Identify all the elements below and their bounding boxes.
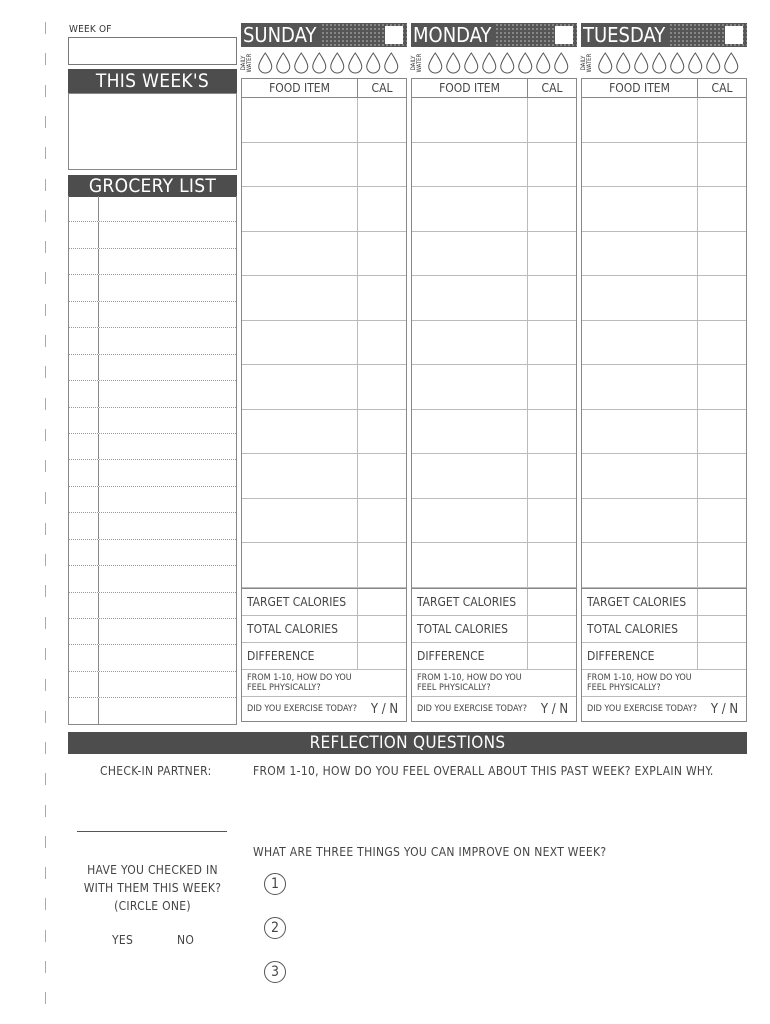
cal-cell[interactable] (698, 321, 746, 365)
food-log-header (582, 79, 746, 98)
margin-tick (45, 648, 46, 660)
grocery-row[interactable] (69, 672, 236, 698)
food-item-cell[interactable] (242, 187, 358, 231)
food-item-cell[interactable] (412, 232, 528, 276)
food-row[interactable] (412, 232, 576, 277)
cal-cell[interactable] (698, 187, 746, 231)
reflection-title: REFLECTION QUESTIONS (68, 732, 747, 754)
grocery-check-cell[interactable] (69, 593, 99, 618)
grocery-row[interactable] (69, 302, 236, 328)
food-item-cell[interactable] (242, 365, 358, 409)
food-item-header: FOOD ITEM (412, 79, 528, 97)
water-drop-icon[interactable] (445, 52, 462, 78)
food-item-cell[interactable] (582, 232, 698, 276)
day-checkbox[interactable] (555, 26, 573, 44)
margin-tick (45, 398, 46, 410)
food-row[interactable] (412, 410, 576, 455)
food-item-cell[interactable] (412, 499, 528, 543)
cal-cell[interactable] (528, 321, 576, 365)
grocery-row[interactable] (69, 487, 236, 513)
water-drop-icon[interactable] (499, 52, 516, 78)
total-calories-value[interactable] (528, 616, 576, 642)
food-item-cell[interactable] (582, 321, 698, 365)
difference-label: DIFFERENCE (412, 643, 528, 669)
grocery-check-cell[interactable] (69, 302, 99, 327)
water-drop-icon[interactable] (275, 52, 292, 78)
food-item-cell[interactable] (242, 98, 358, 142)
water-drop-icon[interactable] (311, 52, 328, 78)
total-calories-label: TOTAL CALORIES (582, 616, 698, 642)
focus-field[interactable] (68, 93, 237, 170)
grocery-row[interactable] (69, 593, 236, 619)
food-item-cell[interactable] (242, 410, 358, 454)
feel-physically-row[interactable] (582, 669, 746, 696)
exercise-label: DID YOU EXERCISE TODAY? (417, 703, 528, 714)
margin-tick (45, 773, 46, 785)
food-row[interactable] (412, 98, 576, 143)
water-drop-icon[interactable] (651, 52, 668, 78)
cal-cell[interactable] (358, 187, 406, 231)
difference-value[interactable] (528, 643, 576, 669)
day-column (411, 23, 577, 722)
food-log (241, 78, 407, 722)
water-drop-icon[interactable] (553, 52, 570, 78)
grocery-check-cell[interactable] (69, 196, 99, 221)
water-drop-icon[interactable] (347, 52, 364, 78)
grocery-row[interactable] (69, 275, 236, 301)
food-item-cell[interactable] (412, 454, 528, 498)
food-log (581, 78, 747, 722)
target-calories-row[interactable] (412, 588, 576, 615)
margin-tick (45, 523, 46, 535)
grocery-row[interactable] (69, 408, 236, 434)
water-drop-icon[interactable] (597, 52, 614, 78)
checked-line-1: HAVE YOU CHECKED IN (87, 863, 218, 877)
food-item-cell[interactable] (242, 454, 358, 498)
food-row[interactable] (242, 276, 406, 321)
margin-tick (45, 366, 46, 378)
food-item-cell[interactable] (582, 543, 698, 587)
grocery-check-cell[interactable] (69, 698, 99, 724)
water-drop-icon[interactable] (383, 52, 400, 78)
total-calories-row[interactable] (242, 615, 406, 642)
food-row[interactable] (242, 454, 406, 499)
margin-tick (45, 85, 46, 97)
water-drop-icon[interactable] (615, 52, 632, 78)
exercise-row[interactable] (582, 696, 746, 721)
day-header (581, 23, 747, 47)
improve-number-2: 2 (264, 917, 286, 939)
exercise-yes-no[interactable]: Y / N (370, 701, 399, 717)
food-row[interactable] (582, 187, 746, 232)
total-calories-label: TOTAL CALORIES (412, 616, 528, 642)
food-row[interactable] (582, 410, 746, 455)
feel-line-1: FROM 1-10, HOW DO YOU (417, 672, 522, 683)
cal-cell[interactable] (358, 365, 406, 409)
food-item-cell[interactable] (582, 98, 698, 142)
grocery-row[interactable] (69, 355, 236, 381)
food-row[interactable] (412, 187, 576, 232)
food-item-cell[interactable] (412, 410, 528, 454)
food-log-header (412, 79, 576, 98)
cal-cell[interactable] (528, 232, 576, 276)
daily-water (411, 47, 577, 78)
food-item-cell[interactable] (582, 276, 698, 320)
cal-cell[interactable] (528, 187, 576, 231)
food-item-cell[interactable] (412, 276, 528, 320)
margin-tick (45, 179, 46, 191)
yes-option[interactable]: YES (112, 933, 134, 947)
grocery-check-cell[interactable] (69, 434, 99, 459)
cal-cell[interactable] (698, 98, 746, 142)
food-row[interactable] (412, 276, 576, 321)
day-header (241, 23, 407, 47)
food-item-cell[interactable] (412, 143, 528, 187)
grocery-check-cell[interactable] (69, 328, 99, 353)
grocery-row[interactable] (69, 381, 236, 407)
food-row[interactable] (412, 321, 576, 366)
food-item-cell[interactable] (412, 365, 528, 409)
exercise-label: DID YOU EXERCISE TODAY? (247, 703, 358, 714)
partner-line[interactable] (77, 831, 227, 832)
food-item-cell[interactable] (242, 276, 358, 320)
food-row[interactable] (412, 454, 576, 499)
cal-cell[interactable] (528, 454, 576, 498)
grocery-row[interactable] (69, 645, 236, 671)
cal-cell[interactable] (358, 321, 406, 365)
checked-line-2: WITH THEM THIS WEEK? (83, 881, 222, 895)
target-calories-row[interactable] (242, 588, 406, 615)
grocery-check-cell[interactable] (69, 222, 99, 247)
total-calories-row[interactable] (412, 615, 576, 642)
grocery-check-cell[interactable] (69, 672, 99, 697)
exercise-yes-no[interactable]: Y / N (540, 701, 569, 717)
grocery-row[interactable] (69, 328, 236, 354)
cal-cell[interactable] (698, 499, 746, 543)
cal-header: CAL (371, 81, 393, 95)
food-item-cell[interactable] (412, 98, 528, 142)
water-drop-icon[interactable] (329, 52, 346, 78)
water-drop-icon[interactable] (293, 52, 310, 78)
grocery-check-cell[interactable] (69, 460, 99, 485)
improve-number-1: 1 (264, 873, 286, 895)
grocery-row[interactable] (69, 196, 236, 222)
food-item-cell[interactable] (412, 187, 528, 231)
grocery-row[interactable] (69, 698, 236, 724)
margin-tick (45, 930, 46, 942)
grocery-check-cell[interactable] (69, 540, 99, 565)
feel-line-1: FROM 1-10, HOW DO YOU (247, 672, 352, 683)
food-item-cell[interactable] (582, 410, 698, 454)
margin-tick (45, 992, 46, 1004)
grocery-check-cell[interactable] (69, 275, 99, 300)
margin-tick (45, 429, 46, 441)
water-drop-icon[interactable] (365, 52, 382, 78)
margin-tick (45, 805, 46, 817)
food-item-cell[interactable] (242, 143, 358, 187)
water-drop-icon[interactable] (669, 52, 686, 78)
food-row[interactable] (582, 543, 746, 588)
focus-title: THIS WEEK'S (68, 69, 237, 93)
day-checkbox[interactable] (385, 26, 403, 44)
margin-tick (45, 304, 46, 316)
cal-cell[interactable] (528, 276, 576, 320)
day-column (581, 23, 747, 722)
water-drop-icon[interactable] (633, 52, 650, 78)
day-column (241, 23, 407, 722)
food-item-header: FOOD ITEM (582, 79, 698, 97)
food-row[interactable] (242, 499, 406, 544)
food-item-cell[interactable] (412, 321, 528, 365)
cal-cell[interactable] (358, 232, 406, 276)
target-calories-value[interactable] (698, 589, 746, 615)
feel-line-2: FEEL PHYSICALLY? (247, 682, 321, 693)
water-drop-icon[interactable] (427, 52, 444, 78)
grocery-check-cell[interactable] (69, 619, 99, 644)
difference-value[interactable] (698, 643, 746, 669)
cal-cell[interactable] (528, 543, 576, 587)
grocery-check-cell[interactable] (69, 487, 99, 512)
food-row[interactable] (242, 232, 406, 277)
grocery-row[interactable] (69, 619, 236, 645)
water-label: DAILY WATER (410, 53, 423, 73)
exercise-yes-no[interactable]: Y / N (710, 701, 739, 717)
food-row[interactable] (412, 543, 576, 588)
food-item-cell[interactable] (242, 543, 358, 587)
water-drop-icon[interactable] (481, 52, 498, 78)
margin-tick (45, 836, 46, 848)
grocery-check-cell[interactable] (69, 355, 99, 380)
cal-cell[interactable] (358, 410, 406, 454)
food-row[interactable] (582, 365, 746, 410)
checked-line-3: (CIRCLE ONE) (114, 899, 191, 913)
water-drop-icon[interactable] (463, 52, 480, 78)
cal-cell[interactable] (698, 365, 746, 409)
partner-label: CHECK-IN PARTNER: (100, 764, 212, 778)
day-name: MONDAY (411, 23, 495, 47)
food-row[interactable] (412, 365, 576, 410)
margin-tick (45, 460, 46, 472)
food-row[interactable] (242, 98, 406, 143)
food-row[interactable] (582, 276, 746, 321)
grocery-check-cell[interactable] (69, 408, 99, 433)
cal-cell[interactable] (358, 454, 406, 498)
food-item-cell[interactable] (242, 321, 358, 365)
margin-tick (45, 210, 46, 222)
water-drops (257, 52, 400, 78)
target-calories-label: TARGET CALORIES (582, 589, 698, 615)
cal-cell[interactable] (358, 143, 406, 187)
water-drop-icon[interactable] (535, 52, 552, 78)
cal-header: CAL (711, 81, 733, 95)
total-calories-row[interactable] (582, 615, 746, 642)
margin-tick (45, 585, 46, 597)
food-item-cell[interactable] (242, 232, 358, 276)
grocery-list (68, 196, 237, 725)
checked-in-question (76, 861, 229, 915)
difference-label: DIFFERENCE (242, 643, 358, 669)
food-item-cell[interactable] (582, 187, 698, 231)
total-calories-value[interactable] (358, 616, 406, 642)
target-calories-label: TARGET CALORIES (242, 589, 358, 615)
feel-physically-row[interactable] (412, 669, 576, 696)
margin-tick (45, 867, 46, 879)
cal-cell[interactable] (698, 276, 746, 320)
food-item-cell[interactable] (582, 365, 698, 409)
margin-tick (45, 898, 46, 910)
water-drops (597, 52, 740, 78)
day-name: SUNDAY (241, 23, 320, 47)
food-item-cell[interactable] (582, 143, 698, 187)
grocery-check-cell[interactable] (69, 249, 99, 274)
feel-physically-row[interactable] (242, 669, 406, 696)
cal-header: CAL (541, 81, 563, 95)
food-item-header: FOOD ITEM (242, 79, 358, 97)
cal-cell[interactable] (528, 410, 576, 454)
water-label: DAILY WATER (240, 53, 253, 73)
grocery-row[interactable] (69, 540, 236, 566)
food-item-cell[interactable] (242, 499, 358, 543)
water-drops (427, 52, 570, 78)
cal-cell[interactable] (358, 543, 406, 587)
feel-line-2: FEEL PHYSICALLY? (417, 682, 491, 693)
overall-question: FROM 1-10, HOW DO YOU FEEL OVERALL ABOUT THIS PAST WEEK? EXPLAIN WHY. (253, 764, 714, 778)
cal-cell[interactable] (528, 499, 576, 543)
cal-cell[interactable] (528, 98, 576, 142)
cal-cell[interactable] (528, 365, 576, 409)
total-calories-label: TOTAL CALORIES (242, 616, 358, 642)
margin-tick (45, 961, 46, 973)
grocery-row[interactable] (69, 249, 236, 275)
food-row[interactable] (582, 454, 746, 499)
cal-cell[interactable] (698, 454, 746, 498)
grocery-check-cell[interactable] (69, 645, 99, 670)
week-of-label: WEEK OF (69, 24, 112, 35)
margin-tick (45, 711, 46, 723)
cal-cell[interactable] (698, 232, 746, 276)
food-row[interactable] (582, 98, 746, 143)
margin-tick (45, 53, 46, 65)
daily-water (581, 47, 747, 78)
grocery-check-cell[interactable] (69, 566, 99, 591)
food-item-cell[interactable] (582, 454, 698, 498)
cal-cell[interactable] (528, 143, 576, 187)
margin-tick (45, 272, 46, 284)
food-row[interactable] (242, 543, 406, 588)
cal-cell[interactable] (358, 276, 406, 320)
margin-tick (45, 742, 46, 754)
water-drop-icon[interactable] (257, 52, 274, 78)
margin-tick (45, 147, 46, 159)
margin-tick (45, 241, 46, 253)
target-calories-label: TARGET CALORIES (412, 589, 528, 615)
water-label: DAILY WATER (580, 53, 593, 73)
grocery-row[interactable] (69, 460, 236, 486)
food-row[interactable] (242, 410, 406, 455)
food-row[interactable] (412, 143, 576, 188)
food-item-cell[interactable] (582, 499, 698, 543)
grocery-row[interactable] (69, 434, 236, 460)
food-row[interactable] (242, 187, 406, 232)
food-row[interactable] (582, 143, 746, 188)
exercise-row[interactable] (412, 696, 576, 721)
cal-cell[interactable] (358, 98, 406, 142)
grocery-check-cell[interactable] (69, 513, 99, 538)
difference-row[interactable] (412, 642, 576, 669)
day-header (411, 23, 577, 47)
total-calories-value[interactable] (698, 616, 746, 642)
difference-row[interactable] (582, 642, 746, 669)
exercise-label: DID YOU EXERCISE TODAY? (587, 703, 698, 714)
food-log-header (242, 79, 406, 98)
cal-cell[interactable] (698, 143, 746, 187)
food-row[interactable] (242, 321, 406, 366)
cal-cell[interactable] (698, 410, 746, 454)
food-log (411, 78, 577, 722)
improve-number-3: 3 (264, 961, 286, 983)
week-of-field[interactable] (68, 37, 237, 65)
water-drop-icon[interactable] (723, 52, 740, 78)
exercise-row[interactable] (242, 696, 406, 721)
food-row[interactable] (582, 499, 746, 544)
target-calories-value[interactable] (528, 589, 576, 615)
day-checkbox[interactable] (725, 26, 743, 44)
food-row[interactable] (582, 232, 746, 277)
food-row[interactable] (242, 143, 406, 188)
difference-value[interactable] (358, 643, 406, 669)
cal-cell[interactable] (698, 543, 746, 587)
improve-question: WHAT ARE THREE THINGS YOU CAN IMPROVE ON NEXT WEEK? (253, 845, 607, 859)
margin-tick (45, 116, 46, 128)
water-drop-icon[interactable] (687, 52, 704, 78)
food-row[interactable] (582, 321, 746, 366)
grocery-check-cell[interactable] (69, 381, 99, 406)
water-drop-icon[interactable] (517, 52, 534, 78)
grocery-row[interactable] (69, 513, 236, 539)
day-name: TUESDAY (581, 23, 669, 47)
grocery-title: GROCERY LIST (68, 175, 237, 197)
margin-tick (45, 679, 46, 691)
difference-row[interactable] (242, 642, 406, 669)
margin-tick (45, 617, 46, 629)
target-calories-value[interactable] (358, 589, 406, 615)
food-row[interactable] (242, 365, 406, 410)
grocery-row[interactable] (69, 566, 236, 592)
margin-tick (45, 492, 46, 504)
water-drop-icon[interactable] (705, 52, 722, 78)
margin-tick (45, 335, 46, 347)
feel-line-2: FEEL PHYSICALLY? (587, 682, 661, 693)
cal-cell[interactable] (358, 499, 406, 543)
food-item-cell[interactable] (412, 543, 528, 587)
difference-label: DIFFERENCE (582, 643, 698, 669)
daily-water (241, 47, 407, 78)
margin-tick (45, 554, 46, 566)
margin-tick (45, 22, 46, 34)
food-row[interactable] (412, 499, 576, 544)
target-calories-row[interactable] (582, 588, 746, 615)
no-option[interactable]: NO (177, 933, 195, 947)
grocery-row[interactable] (69, 222, 236, 248)
feel-line-1: FROM 1-10, HOW DO YOU (587, 672, 692, 683)
